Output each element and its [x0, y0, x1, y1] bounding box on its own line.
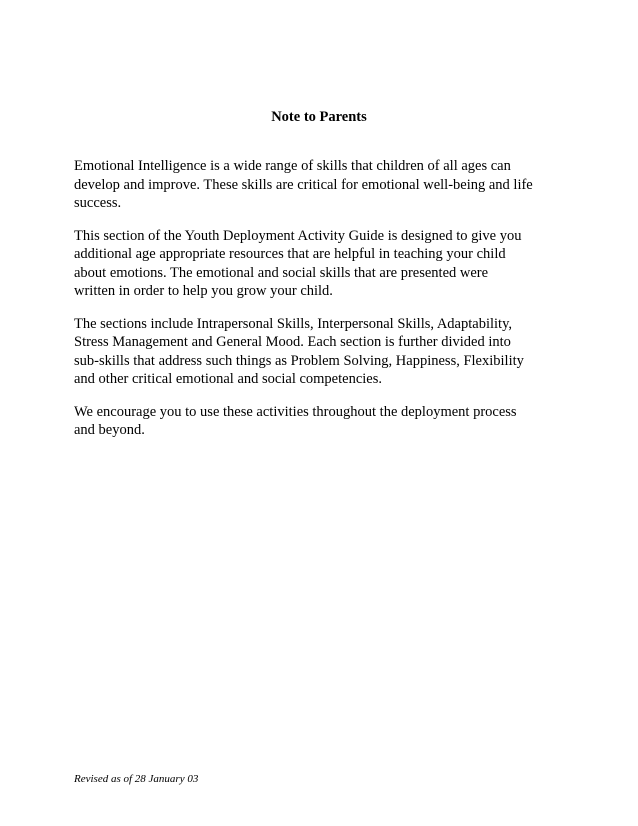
- paragraph-line: The sections include Intrapersonal Skills, Interpersonal Skills, Adaptability,: [74, 315, 513, 332]
- paragraph-line: success.: [74, 195, 122, 211]
- paragraph-section-purpose: [74, 227, 574, 301]
- paragraph-line: develop and improve. These skills are critical for emotional well-being and life: [74, 176, 533, 193]
- paragraph-intro: [74, 157, 574, 213]
- paragraph-line: additional age appropriate resources that are helpful in teaching your child: [74, 246, 506, 262]
- paragraph-line: Stress Management and General Mood. Each section is further divided into: [74, 334, 511, 350]
- paragraph-sections-list: [74, 315, 574, 389]
- paragraph-line: We encourage you to use these activities throughout the deployment process: [74, 403, 517, 420]
- page-title: Note to Parents: [271, 109, 367, 125]
- paragraph-line: and beyond.: [74, 422, 145, 438]
- document-body: [74, 157, 574, 454]
- revision-footer: Revised as of 28 January 03: [74, 773, 199, 785]
- paragraph-line: and other critical emotional and social competencies.: [74, 371, 383, 387]
- paragraph-line: about emotions. The emotional and social skills that are presented were: [74, 264, 489, 281]
- paragraph-line: written in order to help you grow your child.: [74, 283, 333, 299]
- paragraph-line: Emotional Intelligence is a wide range of skills that children of all ages can: [74, 158, 511, 174]
- paragraph-encouragement: [74, 403, 574, 440]
- paragraph-line: This section of the Youth Deployment Activity Guide is designed to give you: [74, 227, 522, 244]
- paragraph-line: sub-skills that address such things as Problem Solving, Happiness, Flexibility: [74, 352, 524, 369]
